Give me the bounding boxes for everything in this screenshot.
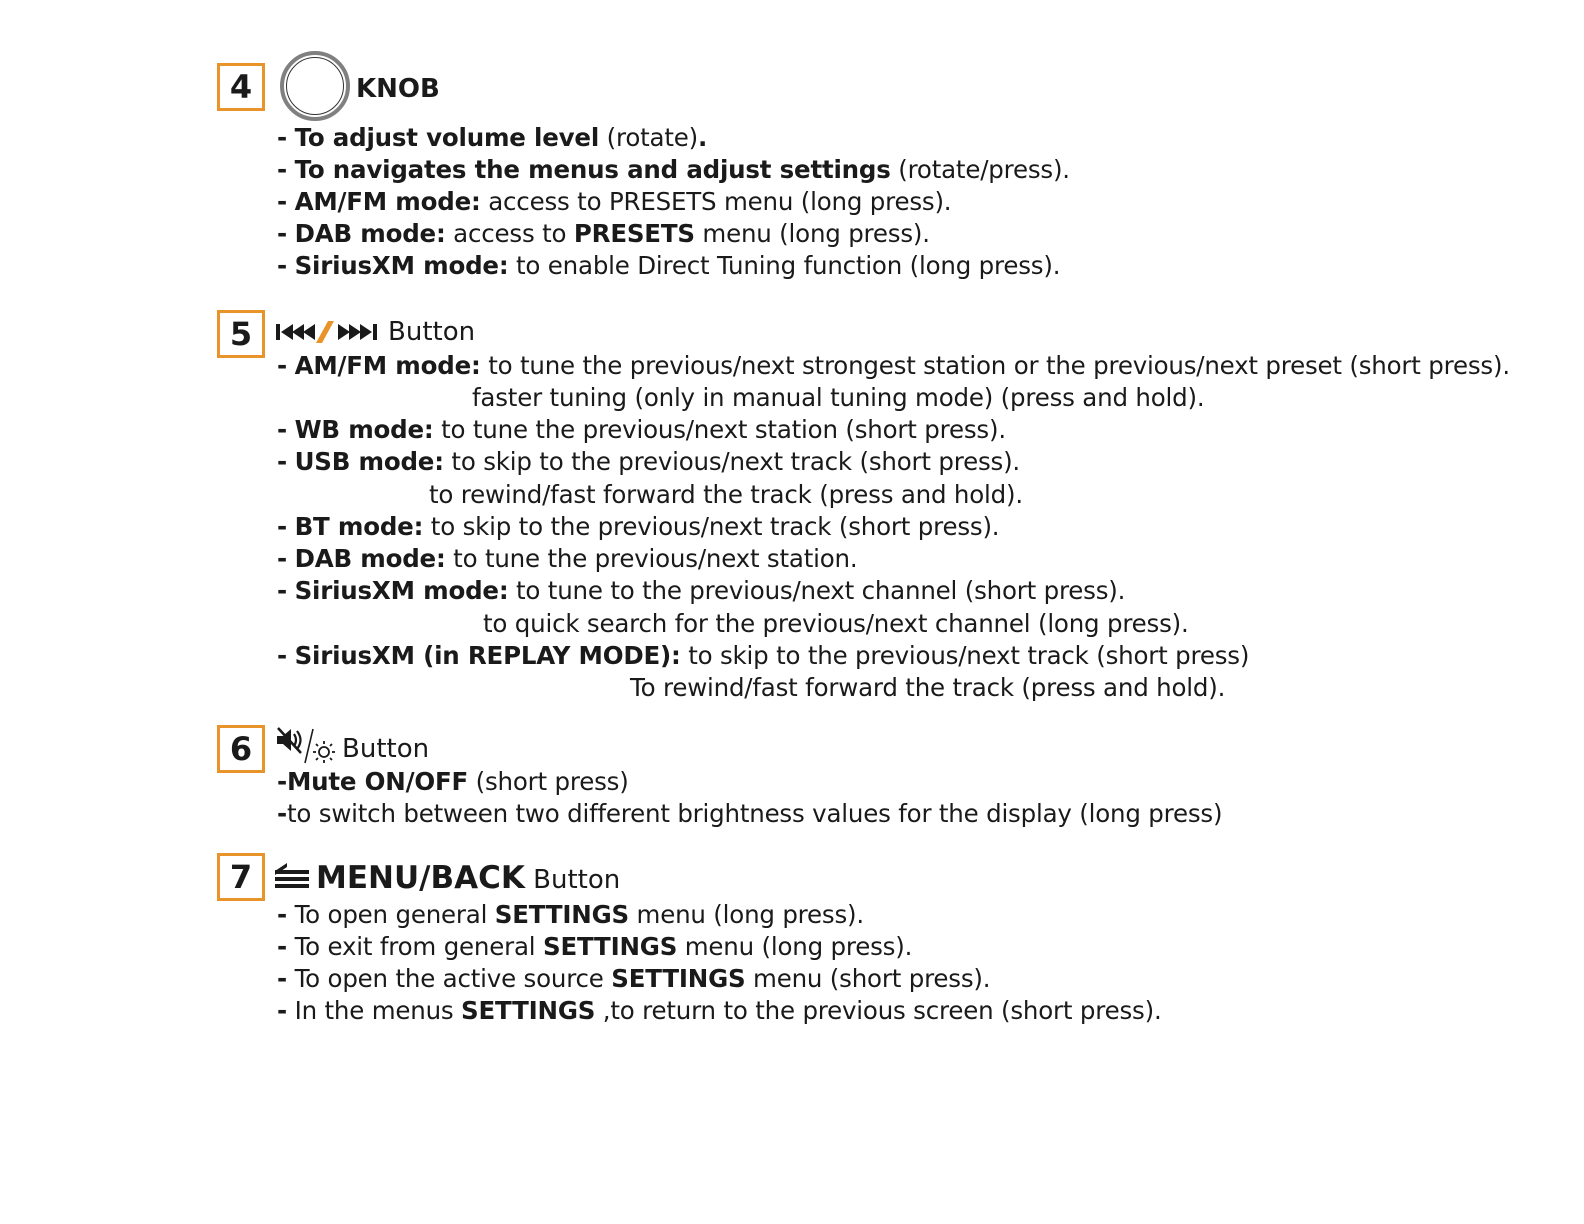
list-item-continuation: faster tuning (only in manual tuning mode) (press and hold). [472, 383, 1205, 412]
list-item-continuation: To rewind/fast forward the track (press and hold). [630, 673, 1226, 702]
mute-icon [277, 728, 301, 753]
list-item: - SiriusXM (in REPLAY MODE): to skip to the previous/next track (short press) [277, 641, 1250, 670]
section-title: KNOB [356, 74, 440, 104]
prev-next-icon [276, 321, 382, 343]
section-title: Button [342, 734, 430, 764]
prev-track-icon [276, 324, 315, 340]
list-item-continuation: to quick search for the previous/next channel (long press). [483, 609, 1189, 638]
list-item: -Mute ON/OFF (short press) [277, 767, 629, 796]
list-item: - AM/FM mode: access to PRESETS menu (long press). [277, 187, 952, 216]
knob-icon [280, 51, 350, 121]
section-number-badge: 7 [217, 853, 265, 901]
section-title: Button [388, 317, 476, 347]
section-number-badge: 5 [217, 310, 265, 358]
list-item: - AM/FM mode: to tune the previous/next strongest station or the previous/next preset (short press). [277, 351, 1510, 380]
list-item: - DAB mode: access to PRESETS menu (long press). [277, 219, 930, 248]
slash-icon [316, 321, 334, 343]
section-number-badge: 6 [217, 725, 265, 773]
section-title: MENU/BACK Button [316, 860, 621, 896]
list-item: - To adjust volume level (rotate). [277, 123, 708, 152]
section-number-badge: 4 [217, 63, 265, 111]
list-item-continuation: to rewind/fast forward the track (press and hold). [429, 480, 1023, 509]
list-item: - WB mode: to tune the previous/next station (short press). [277, 415, 1006, 444]
list-item: - SiriusXM mode: to enable Direct Tuning function (long press). [277, 251, 1061, 280]
list-item: - DAB mode: to tune the previous/next station. [277, 544, 858, 573]
menu-back-icon [275, 862, 311, 890]
list-item: - To exit from general SETTINGS menu (long press). [277, 932, 913, 961]
list-item: - In the menus SETTINGS ,to return to the previous screen (short press). [277, 996, 1162, 1025]
list-item: - To open the active source SETTINGS menu (short press). [277, 964, 991, 993]
list-item: - SiriusXM mode: to tune to the previous/next channel (short press). [277, 576, 1126, 605]
next-track-icon [338, 324, 377, 340]
list-item: - To navigates the menus and adjust settings (rotate/press). [277, 155, 1070, 184]
list-item: - BT mode: to skip to the previous/next track (short press). [277, 512, 1000, 541]
list-item: - To open general SETTINGS menu (long press). [277, 900, 864, 929]
mute-brightness-icon [275, 726, 339, 766]
slash-icon [305, 729, 313, 763]
brightness-icon [313, 741, 335, 763]
list-item: -to switch between two different brightness values for the display (long press) [277, 799, 1223, 828]
list-item: - USB mode: to skip to the previous/next track (short press). [277, 447, 1021, 476]
